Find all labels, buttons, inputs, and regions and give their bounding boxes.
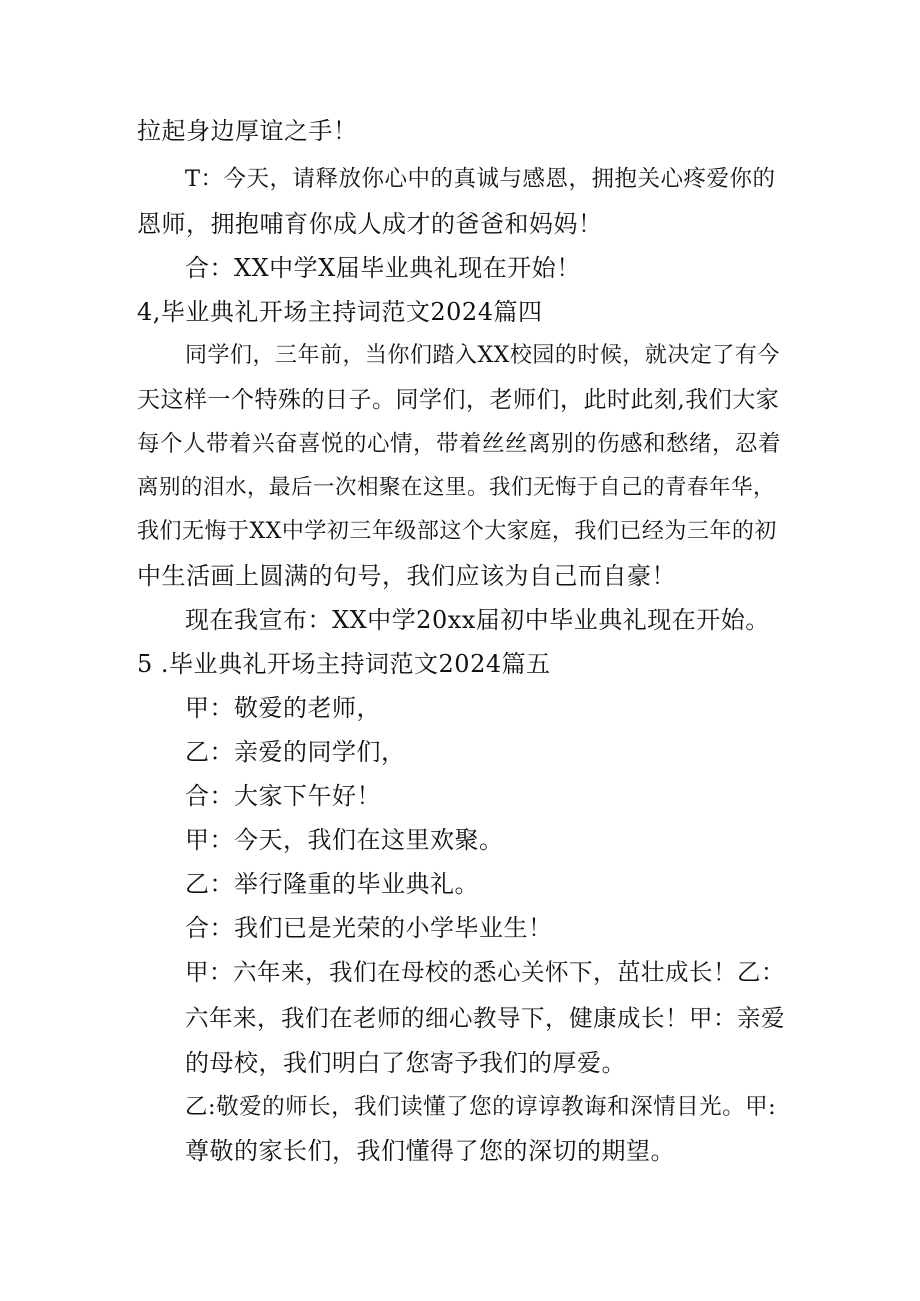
text-line: 每个人带着兴奋喜悦的心情，带着丝丝离别的伤感和愁绪，忍着 bbox=[137, 431, 782, 457]
text-line: 甲：今天，我们在这里欢聚。 bbox=[185, 826, 504, 854]
text-line: 甲：六年来，我们在母校的悉心关怀下，茁壮成长！乙： bbox=[185, 958, 785, 986]
text-line: 合：大家下午好！ bbox=[185, 782, 381, 810]
text-line: 甲：敬爱的老师， bbox=[185, 694, 381, 722]
text-line: 天这样一个特殊的日子。同学们，老师们，此时此刻,我们大家 bbox=[137, 387, 780, 413]
text-line: 合：XX中学X届毕业典礼现在开始！ bbox=[185, 254, 581, 282]
text-line: 拉起身边厚谊之手！ bbox=[137, 117, 358, 145]
text-line: T：今天，请释放你心中的真诚与感恩，拥抱关心疼爱你的 bbox=[185, 166, 776, 192]
text-line: 离别的泪水，最后一次相聚在这里。我们无悔于自己的青春年华， bbox=[137, 475, 776, 500]
section-heading: 5 .毕业典礼开场主持词范文2024篇五 bbox=[137, 650, 551, 678]
text-line: 乙:敬爱的师长，我们读懂了您的谆谆教诲和深情目光。甲: bbox=[185, 1094, 777, 1120]
text-line: 同学们，三年前，当你们踏入XX校园的时候，就决定了有今 bbox=[185, 343, 780, 368]
text-line: 现在我宣布：XX中学20xx届初中毕业典礼现在开始。 bbox=[185, 606, 770, 634]
text-line: 中生活画上圆满的句号，我们应该为自己而自豪！ bbox=[137, 562, 676, 590]
text-line: 乙：举行隆重的毕业典礼。 bbox=[185, 870, 479, 898]
section-heading: 4,毕业典礼开场主持词范文2024篇四 bbox=[137, 298, 543, 326]
text-line: 乙：亲爱的同学们， bbox=[185, 738, 406, 766]
text-line: 恩师，拥抱哺育你成人成才的爸爸和妈妈！ bbox=[137, 210, 603, 238]
text-line: 六年来，我们在老师的细心教导下，健康成长！甲：亲爱 bbox=[185, 1004, 785, 1032]
text-line: 合：我们已是光荣的小学毕业生！ bbox=[185, 914, 553, 942]
text-line: 的母校，我们明白了您寄予我们的厚爱。 bbox=[185, 1049, 626, 1077]
text-line: 我们无悔于XX中学初三年级部这个大家庭，我们已经为三年的初 bbox=[137, 519, 777, 544]
text-line: 尊敬的家长们，我们懂得了您的深切的期望。 bbox=[185, 1137, 675, 1165]
